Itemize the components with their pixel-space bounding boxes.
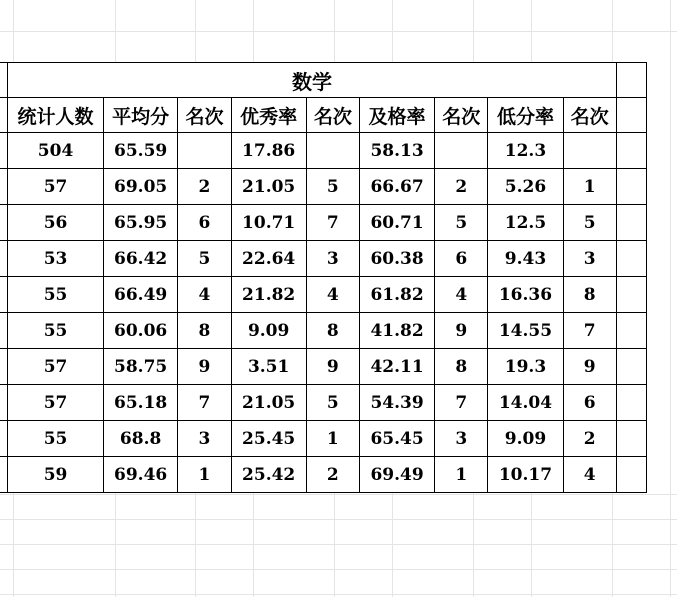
table-cell[interactable]: 4 (435, 277, 488, 313)
table-cell[interactable]: 54.39 (359, 385, 434, 421)
table-cell[interactable]: 3 (178, 421, 231, 457)
table-cell[interactable]: 60.71 (359, 205, 434, 241)
table-cell[interactable]: 69.46 (103, 457, 177, 493)
table-cell[interactable]: 66.49 (103, 277, 177, 313)
table-cell[interactable]: 41.82 (359, 313, 434, 349)
table-cell[interactable]: 8 (435, 349, 488, 385)
table-cell[interactable]: 25.45 (231, 421, 306, 457)
table-cell[interactable]: 53 (8, 241, 104, 277)
table-cell[interactable]: 9.09 (231, 313, 306, 349)
table-row (0, 421, 647, 457)
table-cell[interactable] (0, 385, 8, 421)
gridline (0, 594, 677, 595)
table-cell[interactable]: 25.42 (231, 457, 306, 493)
table-cell[interactable]: 55 (8, 421, 104, 457)
column-header[interactable]: 及格率 (359, 98, 434, 133)
table-cell[interactable]: 7 (178, 385, 231, 421)
subject-header-row (0, 63, 647, 98)
table-cell[interactable]: 60.38 (359, 241, 434, 277)
table-cell[interactable]: 21.82 (231, 277, 306, 313)
column-header[interactable]: 名次 (178, 98, 231, 133)
table-cell[interactable]: 5 (178, 241, 231, 277)
column-header[interactable]: 名次 (563, 98, 616, 133)
table-cell[interactable]: 16.36 (488, 277, 563, 313)
table-cell[interactable]: 9 (563, 349, 616, 385)
table-cell[interactable]: 7 (306, 205, 359, 241)
header-cell[interactable] (0, 63, 8, 98)
column-header[interactable]: 名次 (306, 98, 359, 133)
table-cell[interactable] (0, 313, 8, 349)
gridline (0, 544, 677, 545)
table-cell[interactable]: 9 (178, 349, 231, 385)
table-cell[interactable]: 5 (435, 205, 488, 241)
table-cell[interactable]: 4 (563, 457, 616, 493)
table-cell[interactable]: 60.06 (103, 313, 177, 349)
table-row (0, 349, 647, 385)
table-cell[interactable]: 1 (178, 457, 231, 493)
table-cell[interactable]: 1 (306, 421, 359, 457)
table-cell[interactable] (616, 133, 646, 169)
table-row (0, 133, 647, 169)
table-cell[interactable]: 59 (8, 457, 104, 493)
table-cell[interactable] (0, 169, 8, 205)
table-cell[interactable]: 2 (435, 169, 488, 205)
table-cell[interactable]: 14.55 (488, 313, 563, 349)
table-cell[interactable]: 56 (8, 205, 104, 241)
table-cell[interactable]: 58.75 (103, 349, 177, 385)
table-cell[interactable] (0, 457, 8, 493)
table-cell[interactable]: 55 (8, 277, 104, 313)
table-cell[interactable]: 2 (563, 421, 616, 457)
subject-title[interactable]: 数学 (8, 63, 617, 98)
table-cell[interactable]: 19.3 (488, 349, 563, 385)
column-header[interactable]: 平均分 (103, 98, 177, 133)
table-cell[interactable]: 3 (435, 421, 488, 457)
table-cell[interactable]: 3.51 (231, 349, 306, 385)
table-cell[interactable] (616, 205, 646, 241)
table-cell[interactable]: 55 (8, 313, 104, 349)
table-cell[interactable]: 68.8 (103, 421, 177, 457)
table-cell[interactable]: 7 (563, 313, 616, 349)
table-cell[interactable]: 22.64 (231, 241, 306, 277)
table-cell[interactable] (616, 457, 646, 493)
table-cell[interactable]: 69.49 (359, 457, 434, 493)
table-cell[interactable]: 8 (306, 313, 359, 349)
table-cell[interactable] (616, 169, 646, 205)
table-cell[interactable]: 5 (306, 169, 359, 205)
table-row (0, 241, 647, 277)
table-cell[interactable] (0, 241, 8, 277)
column-header-row (0, 98, 647, 133)
table-cell[interactable]: 1 (563, 169, 616, 205)
table-cell[interactable] (616, 385, 646, 421)
gridline (0, 494, 677, 495)
table-cell[interactable]: 69.05 (103, 169, 177, 205)
table-cell[interactable] (0, 277, 8, 313)
table-cell[interactable]: 9.09 (488, 421, 563, 457)
table-cell[interactable]: 61.82 (359, 277, 434, 313)
table-cell[interactable] (616, 241, 646, 277)
table-cell[interactable]: 21.05 (231, 385, 306, 421)
table-cell[interactable]: 66.42 (103, 241, 177, 277)
table-row (0, 385, 647, 421)
table-cell[interactable]: 1 (435, 457, 488, 493)
table-cell[interactable]: 6 (178, 205, 231, 241)
table-cell[interactable] (0, 349, 8, 385)
table-cell[interactable]: 2 (178, 169, 231, 205)
table-cell[interactable]: 12.3 (488, 133, 563, 169)
table-cell[interactable]: 10.71 (231, 205, 306, 241)
column-header[interactable]: 低分率 (488, 98, 563, 133)
table-cell[interactable]: 9 (306, 349, 359, 385)
table-cell[interactable]: 42.11 (359, 349, 434, 385)
gridline (670, 0, 671, 597)
table-cell[interactable]: 9.43 (488, 241, 563, 277)
table-cell[interactable] (616, 349, 646, 385)
table-cell[interactable]: 8 (178, 313, 231, 349)
table-cell[interactable]: 21.05 (231, 169, 306, 205)
header-cell[interactable] (616, 63, 646, 98)
table-cell[interactable]: 6 (563, 385, 616, 421)
table-cell[interactable]: 57 (8, 349, 104, 385)
table-row (0, 457, 647, 493)
table-cell[interactable]: 17.86 (231, 133, 306, 169)
table-cell[interactable]: 3 (306, 241, 359, 277)
table-cell[interactable]: 65.95 (103, 205, 177, 241)
table-cell[interactable] (0, 205, 8, 241)
table-cell[interactable] (563, 133, 616, 169)
table-row (0, 313, 647, 349)
gridline (0, 569, 677, 570)
column-header[interactable]: 名次 (435, 98, 488, 133)
table-cell[interactable]: 3 (563, 241, 616, 277)
column-header[interactable] (0, 98, 8, 133)
table-cell[interactable] (435, 133, 488, 169)
table-cell[interactable]: 65.18 (103, 385, 177, 421)
table-row (0, 277, 647, 313)
table-cell[interactable]: 12.5 (488, 205, 563, 241)
column-header[interactable] (616, 98, 646, 133)
table-cell[interactable]: 8 (563, 277, 616, 313)
table-cell[interactable]: 66.67 (359, 169, 434, 205)
table-cell[interactable]: 5.26 (488, 169, 563, 205)
table-cell[interactable] (306, 133, 359, 169)
table-row (0, 169, 647, 205)
table-cell[interactable]: 5 (306, 385, 359, 421)
table-cell[interactable] (616, 313, 646, 349)
table-cell[interactable]: 65.45 (359, 421, 434, 457)
table-cell[interactable]: 57 (8, 169, 104, 205)
table-cell[interactable]: 58.13 (359, 133, 434, 169)
column-header[interactable]: 统计人数 (8, 98, 104, 133)
table-cell[interactable]: 9 (435, 313, 488, 349)
table-cell[interactable] (616, 421, 646, 457)
gridline (0, 31, 677, 32)
table-cell[interactable]: 65.59 (103, 133, 177, 169)
table-cell[interactable]: 4 (306, 277, 359, 313)
table-cell[interactable]: 14.04 (488, 385, 563, 421)
table-cell[interactable]: 5 (563, 205, 616, 241)
table-cell[interactable]: 57 (8, 385, 104, 421)
table-cell[interactable]: 504 (8, 133, 104, 169)
table-row (0, 205, 647, 241)
table-cell[interactable] (178, 133, 231, 169)
gridline (0, 519, 677, 520)
table-cell[interactable]: 10.17 (488, 457, 563, 493)
table-cell[interactable] (0, 133, 8, 169)
column-header[interactable]: 优秀率 (231, 98, 306, 133)
table-cell[interactable] (616, 277, 646, 313)
math-score-table (0, 62, 647, 493)
table-cell[interactable]: 2 (306, 457, 359, 493)
table-cell[interactable] (0, 421, 8, 457)
table-cell[interactable]: 6 (435, 241, 488, 277)
table-cell[interactable]: 4 (178, 277, 231, 313)
table-cell[interactable]: 7 (435, 385, 488, 421)
